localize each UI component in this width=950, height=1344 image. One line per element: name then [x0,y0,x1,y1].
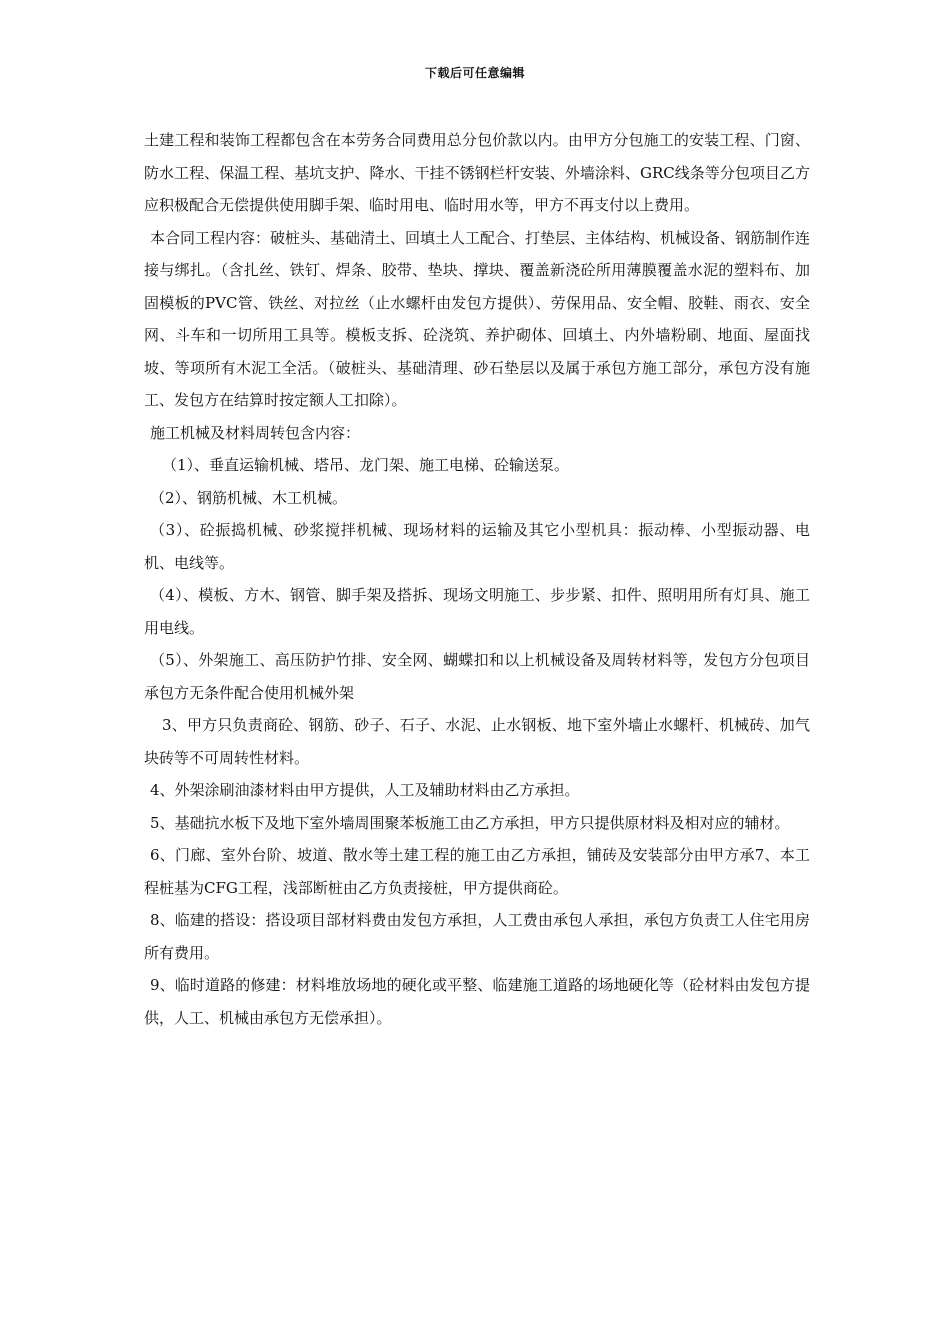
list-item-machinery-2: （2）、钢筋机械、木工机械。 [150,488,348,507]
clause-3: 3、甲方只负责商砼、钢筋、砂子、石子、水泥、止水钢板、地下室外墙止水螺杆、机械砖、加气块砖等不可周转性材料。 [144,716,810,767]
list-item-machinery-4: （4）、模板、方木、钢管、脚手架及搭拆、现场文明施工、步步紧、扣件、照明用所有灯具、施工用电线。 [144,586,810,637]
paragraph-contract-scope: 本合同工程内容：破桩头、基础清土、回填土人工配合、打垫层、主体结构、机械设备、钢筋制作连接与绑扎。（含扎丝、铁钉、焊条、胶带、垫块、撑块、覆盖新浇砼所用薄膜覆盖水泥的塑料布、加固模板的PVC管、铁丝、对拉丝（止水螺杆由发包方提供）、劳保用品、安全帽、胶鞋、雨衣、安全网、斗车和一切所用工具等。模板支拆、砼浇筑、养护砌体、回填土、内外墙粉刷、地面、屋面找坡、等项所有木泥工全活。（破桩头、基础清理、砂石垫层以及属于承包方施工部分，承包方没有施工、发包方在结算时按定额人工扣除）。 [144,228,811,409]
list-item-machinery-5: （5）、外架施工、高压防护竹排、安全网、蝴蝶扣和以上机械设备及周转材料等，发包方分包项目承包方无条件配合使用机械外架 [144,651,810,702]
document-body [144,124,810,1034]
clause-6-7: 6、门廊、室外台阶、坡道、散水等土建工程的施工由乙方承担，铺砖及安装部分由甲方承7、本工程桩基为CFG工程，浅部断桩由乙方负责接桩，甲方提供商砼。 [144,846,810,897]
clause-4: 4、外架涂刷油漆材料由甲方提供，人工及辅助材料由乙方承担。 [150,781,580,799]
list-item-machinery-3: （3）、砼振捣机械、砂浆搅拌机械、现场材料的运输及其它小型机具：振动棒、小型振动器、电机、电线等。 [144,521,810,572]
clause-9: 9、临时道路的修建：材料堆放场地的硬化或平整、临建施工道路的场地硬化等（砼材料由发包方提供，人工、机械由承包方无偿承担）。 [144,976,810,1027]
paragraph-machinery-heading: 施工机械及材料周转包含内容： [150,423,361,442]
paragraph-scope-summary: 土建工程和装饰工程都包含在本劳务合同费用总分包价款以内。由甲方分包施工的安装工程、门窗、防水工程、保温工程、基坑支护、降水、干挂不锈钢栏杆安装、外墙涂料、GRC线条等分包项目乙方应积极配合无偿提供使用脚手架、临时用电、临时用水等，甲方不再支付以上费用。 [144,131,810,214]
clause-5: 5、基础抗水板下及地下室外墙周围聚苯板施工由乙方承担，甲方只提供原材料及相对应的辅材。 [150,813,790,832]
clause-8: 8、临建的搭设：搭设项目部材料费由发包方承担，人工费由承包人承担，承包方负责工人住宅用房所有费用。 [144,911,810,962]
list-item-machinery-1: （1）、垂直运输机械、塔吊、龙门架、施工电梯、砼输送泵。 [162,456,570,474]
page-header-note: 下载后可任意编辑 [424,66,525,80]
